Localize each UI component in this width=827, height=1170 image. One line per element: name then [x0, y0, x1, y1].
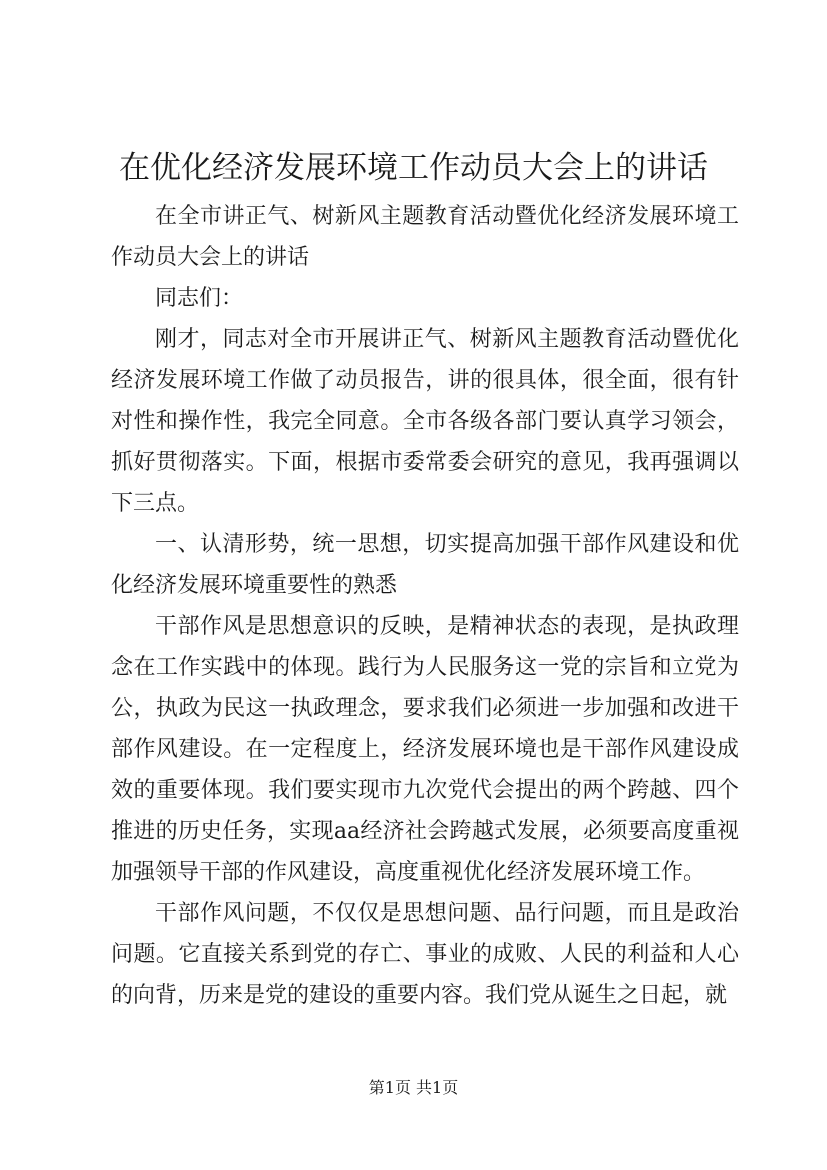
paragraph-section-heading: 一、认清形势，统一思想，切实提高加强干部作风建设和优化经济发展环境重要性的熟悉 — [111, 532, 739, 598]
paragraph-body-1: 干部作风是思想意识的反映，是精神状态的表现，是执政理念在工作实践中的体现。践行为人民服务这一党的宗旨和立党为公，执政为民这一执政理念，要求我们必须进一步加强和改进干部作风建设。在一定程度上，经济发展环境也是干部作风建设成效的重要体现。我们要实现市九次党代会提出的两个跨越、四个推进的历史任务，实现aa经济社会跨越式发展，必须要高度重视加强领导干部的作风建设，高度重视优化经济发展环境工作。 — [111, 614, 739, 885]
paragraph-body-2: 干部作风问题，不仅仅是思想问题、品行问题，而且是政治问题。它直接关系到党的存亡、事业的成败、人民的利益和人心的向背，历来是党的建设的重要内容。我们党从诞生之日起，就 — [111, 901, 739, 1008]
page-footer: 第1页 共1页 — [368, 1078, 459, 1097]
document-title: 在优化经济发展环境工作动员大会上的讲话 — [119, 150, 708, 186]
document-body — [111, 196, 739, 1016]
paragraph-salutation: 同志们： — [155, 286, 244, 311]
paragraph-intro: 刚才，同志对全市开展讲正气、树新风主题教育活动暨优化经济发展环境工作做了动员报告，讲的很具体，很全面，很有针对性和操作性，我完全同意。全市各级各部门要认真学习领会，抓好贯彻落实。下面，根据市委常委会研究的意见，我再强调以下三点。 — [111, 327, 739, 516]
paragraph-subtitle: 在全市讲正气、树新风主题教育活动暨优化经济发展环境工作动员大会上的讲话 — [111, 204, 739, 270]
